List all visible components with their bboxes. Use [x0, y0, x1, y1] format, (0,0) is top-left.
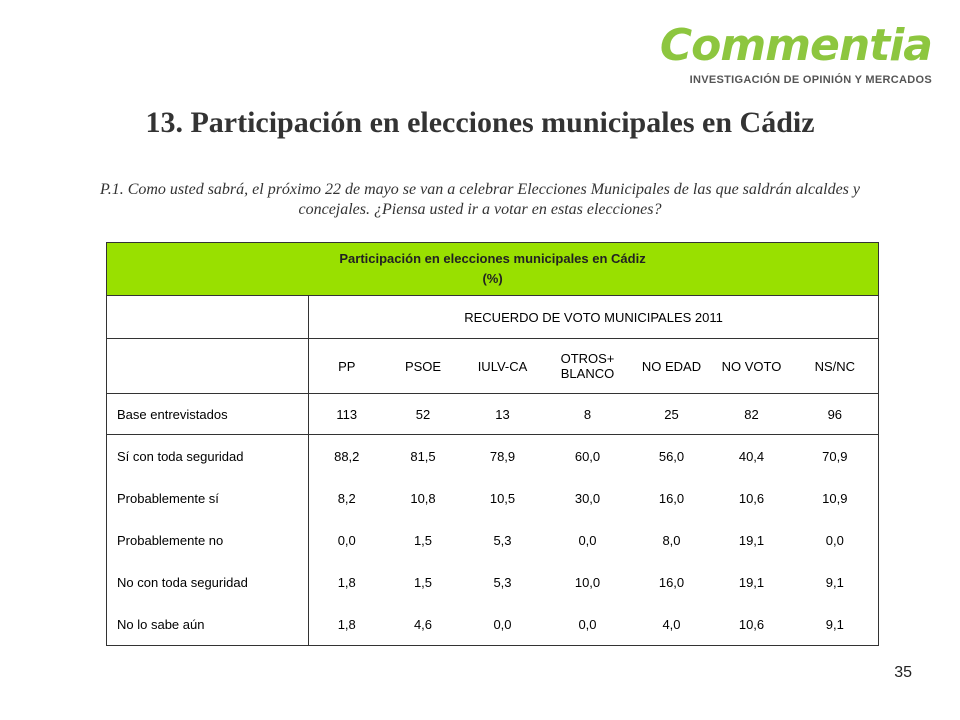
column-header: OTROS+ BLANCO: [544, 339, 632, 394]
column-header: PSOE: [385, 339, 462, 394]
group-header: RECUERDO DE VOTO MUNICIPALES 2011: [309, 296, 879, 339]
table-cell: 0,0: [578, 532, 597, 548]
base-value: 82: [712, 394, 792, 435]
page-title: 13. Participación en elecciones municipales en Cádiz: [145, 106, 815, 139]
row-label: No lo sabe aún: [107, 603, 309, 646]
table-cell: 4,6: [385, 603, 462, 646]
table-cell: 78,9: [489, 448, 516, 464]
column-header: NO VOTO: [712, 339, 792, 394]
base-value: 25: [632, 394, 712, 435]
table-cell: 56,0: [658, 448, 685, 464]
column-header: NS/NC: [792, 339, 879, 394]
table-cell: 10,6: [712, 603, 792, 646]
row-label: Probablemente sí: [107, 477, 309, 519]
table-cell: 8,2: [337, 490, 356, 506]
column-header: NO EDAD: [632, 339, 712, 394]
column-header: PP: [309, 339, 385, 394]
table-cell: 4,0: [632, 603, 712, 646]
table-cell: 81,5: [410, 448, 436, 464]
table-cell: 9,1: [792, 603, 879, 646]
table-cell: 5,3: [493, 574, 512, 590]
table-cell: 1,5: [413, 574, 433, 590]
empty-cell: [107, 339, 309, 394]
question-text: P.1. Como usted sabrá, el próximo 22 de mayo se van a celebrar Elecciones Municipales de las que saldrán alcaldes y concejales. ¿Piensa usted ir a votar en estas elecciones?: [99, 181, 860, 218]
row-label: No con toda seguridad: [107, 561, 309, 603]
commentia-logo: [659, 20, 932, 86]
column-header: IULV-CA: [462, 339, 544, 394]
table-cell: 40,4: [738, 448, 765, 464]
base-value: 8: [544, 394, 632, 435]
table-cell: 10,5: [489, 490, 516, 506]
table-cell: 0,0: [462, 603, 544, 646]
table-title-line: Participación en elecciones municipales en Cádiz: [339, 251, 646, 266]
table-cell: 10,8: [410, 490, 436, 506]
table-cell: 0,0: [337, 532, 356, 548]
table-cell: 1,8: [337, 574, 356, 590]
table-cell: 10,0: [574, 574, 601, 590]
base-value: 13: [462, 394, 544, 435]
base-value: 113: [309, 394, 385, 435]
table-cell: 16,0: [658, 574, 685, 590]
table-cell: 9,1: [792, 561, 879, 603]
base-value: 52: [385, 394, 462, 435]
table-row: [107, 603, 879, 646]
table-cell: 1,5: [413, 532, 433, 548]
table-cell: 19,1: [738, 574, 765, 590]
table-row: [107, 477, 879, 519]
table-cell: 10,9: [792, 477, 879, 519]
table-title: [107, 243, 879, 296]
table-cell: 8,0: [662, 532, 681, 548]
table-title-unit: (%): [482, 271, 503, 286]
logo-tagline: INVESTIGACIÓN DE OPINIÓN Y MERCADOS: [689, 74, 932, 86]
table-cell: 70,9: [792, 435, 879, 478]
table-cell: 0,0: [792, 519, 879, 561]
table-cell: 5,3: [493, 532, 512, 548]
page-number: 35: [894, 664, 912, 681]
table-cell: 1,8: [309, 603, 385, 646]
table-cell: 30,0: [574, 490, 601, 506]
table-cell: 0,0: [544, 603, 632, 646]
base-value: 96: [792, 394, 879, 435]
table-cell: 88,2: [334, 448, 360, 464]
table-row: [107, 435, 879, 478]
table-row: [107, 519, 879, 561]
table-cell: 60,0: [574, 448, 601, 464]
row-label: Sí con toda seguridad: [107, 435, 309, 478]
table-cell: 16,0: [658, 490, 685, 506]
table-cell: 19,1: [738, 532, 765, 548]
logo-wordmark: Commentia: [659, 20, 932, 71]
row-label: Probablemente no: [107, 519, 309, 561]
base-label: Base entrevistados: [107, 394, 309, 435]
table-cell: 10,6: [738, 490, 765, 506]
table-row: [107, 561, 879, 603]
results-table: [106, 242, 879, 646]
empty-cell: [107, 296, 309, 339]
